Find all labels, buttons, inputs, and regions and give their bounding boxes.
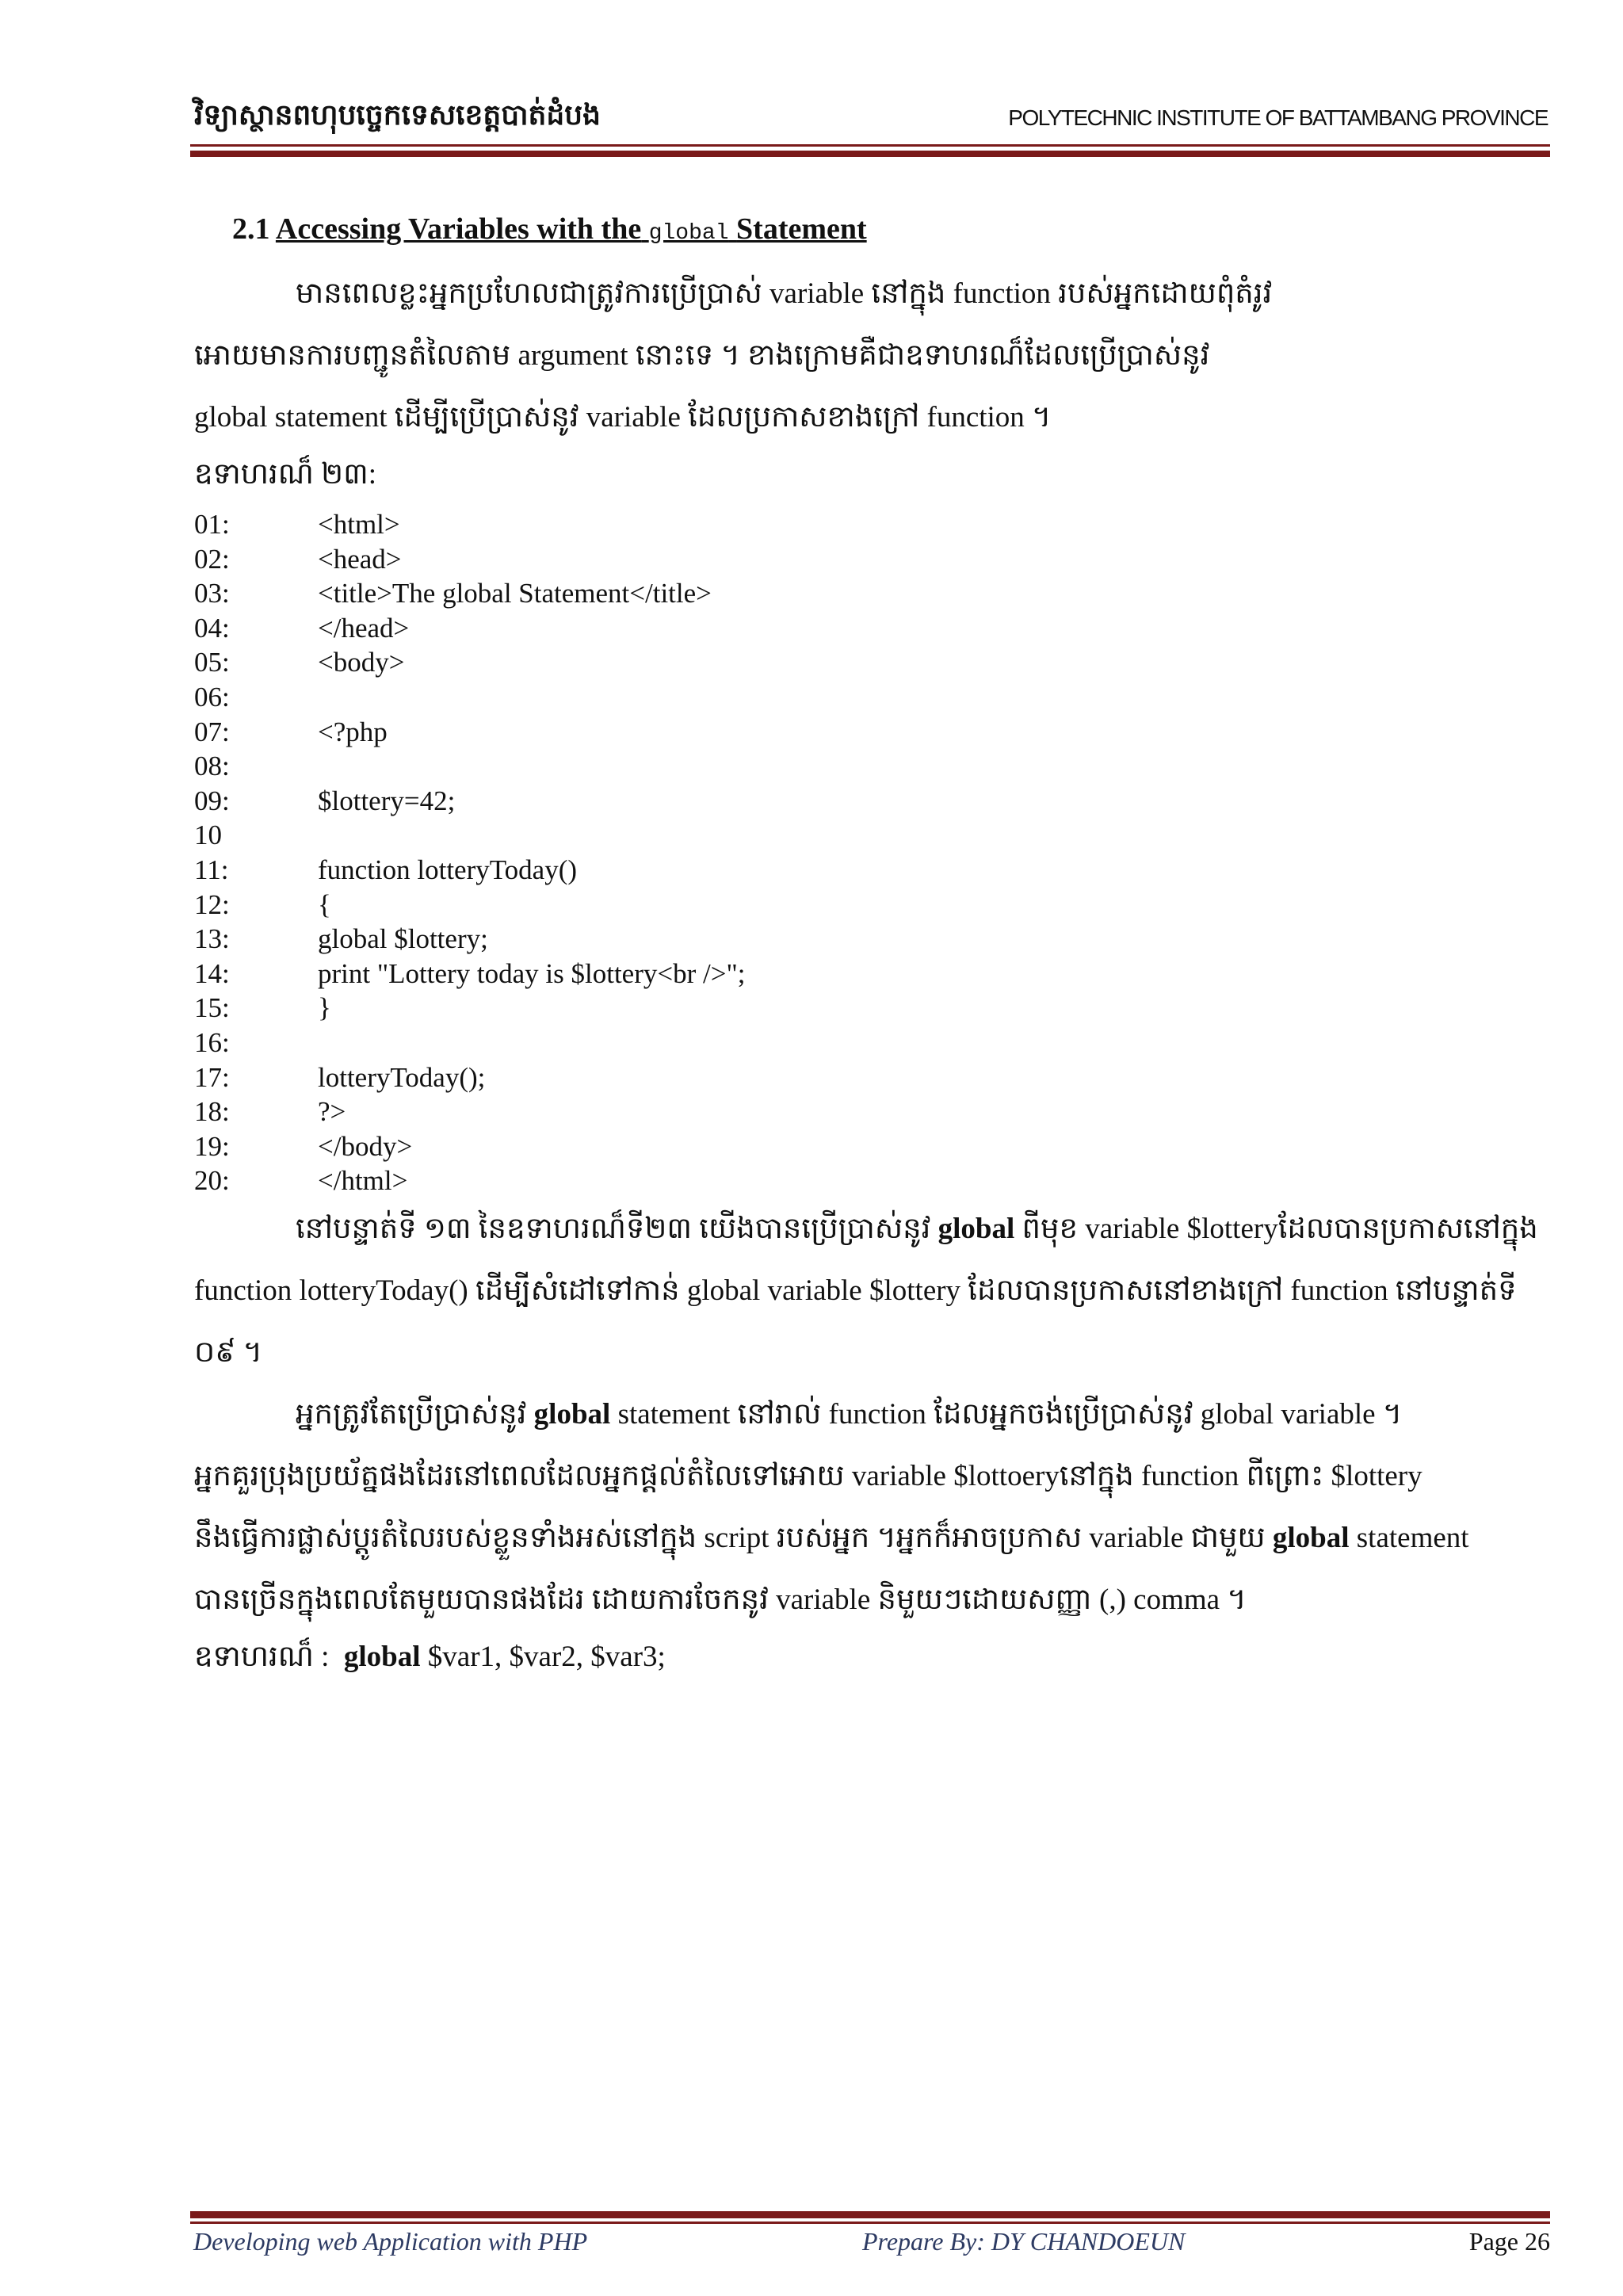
keyword-global: global xyxy=(343,1640,421,1673)
code-line xyxy=(194,1026,1551,1060)
code-line-text: </head> xyxy=(318,612,410,644)
code-line xyxy=(194,507,1551,542)
code-line-number: 20: xyxy=(194,1165,230,1197)
header-khmer-title: វិទ្យាស្ថានពហុបច្ចេកទេសខេត្តបាត់ដំបង xyxy=(194,99,601,132)
paragraph-explanation xyxy=(194,1198,1551,1384)
paragraph-line: នឹងធ្វើការផ្លាស់ប្តូរតំលៃរបស់ខ្លួនទាំងអស់នៅក្នុង script របស់អ្នក ។អ្នកក៏អាចប្រកាស variable ជាមួយ global statement xyxy=(194,1521,1469,1554)
code-line xyxy=(194,853,1551,888)
paragraph-line: អ្នកគួរប្រុងប្រយ័ត្នផងដែរនៅពេលដែលអ្នកផ្តល់តំលៃទៅអោយ variable $lottoeryនៅក្នុង function ពីព្រោះ $lottery xyxy=(194,1459,1423,1492)
code-line xyxy=(194,576,1551,611)
code-line-text: </html> xyxy=(318,1165,408,1197)
code-line-number: 10 xyxy=(194,819,222,851)
code-line-text: print "Lottery today is $lottery<br />"; xyxy=(318,957,746,989)
code-line xyxy=(194,991,1551,1026)
code-line-number: 04: xyxy=(194,612,230,644)
code-line-number: 03: xyxy=(194,578,230,609)
code-line xyxy=(194,784,1551,819)
code-line xyxy=(194,749,1551,784)
code-line xyxy=(194,611,1551,646)
code-line-text: <body> xyxy=(318,647,405,678)
example-code: $var1, $var2, $var3; xyxy=(427,1640,666,1673)
paragraph-line: មានពេលខ្លះអ្នកប្រហែលជាត្រូវការប្រើប្រាស់ variable នៅក្នុង function របស់អ្នកដោយពុំតំរូវ xyxy=(296,277,1273,310)
footer-divider xyxy=(190,2222,1550,2224)
code-line-text: </body> xyxy=(318,1130,413,1162)
example-label: ឧទាហរណ៏ ២៣: xyxy=(194,458,377,491)
footer-author: Prepare By: DY CHANDOEUN xyxy=(862,2227,1186,2256)
code-line-number: 12: xyxy=(194,888,230,920)
code-line xyxy=(194,1163,1551,1198)
paragraph-notes xyxy=(194,1384,1551,1631)
paragraph-line: អោយមានការបញ្ជូនតំលៃតាម argument នោះទេ ។ ខាងក្រោមគឺជាឧទាហរណ៏ដែលប្រើប្រាស់នូវ xyxy=(194,339,1210,372)
header-divider xyxy=(190,144,1550,147)
code-line-number: 02: xyxy=(194,543,230,575)
code-line-text: function lotteryToday() xyxy=(318,854,578,885)
code-line-number: 06: xyxy=(194,681,230,712)
code-line-text: <title>The global Statement</title> xyxy=(318,578,712,609)
footer-page-number: Page 26 xyxy=(1468,2227,1550,2256)
code-line-number: 14: xyxy=(194,957,230,989)
code-line-number: 05: xyxy=(194,647,230,678)
code-line-number: 15: xyxy=(194,992,230,1024)
code-line-number: 17: xyxy=(194,1061,230,1093)
section-heading xyxy=(232,208,1551,255)
code-line xyxy=(194,1060,1551,1095)
code-line-text: $lottery=42; xyxy=(318,785,456,816)
page-content xyxy=(194,208,1551,1683)
code-line-text: { xyxy=(318,888,331,920)
code-line-text: } xyxy=(318,992,331,1024)
code-line xyxy=(194,1129,1551,1164)
code-listing xyxy=(194,507,1551,1198)
paragraph-line: អ្នកត្រូវតែប្រើប្រាស់នូវ global statement នៅរាល់ function ដែលអ្នកចង់ប្រើប្រាស់នូវ global variable ។ xyxy=(296,1397,1403,1431)
header-divider-thick xyxy=(190,151,1550,157)
code-line xyxy=(194,645,1551,680)
header-english-title: POLYTECHNIC INSTITUTE OF BATTAMBANG PROVINCE xyxy=(1008,105,1548,130)
paragraph-line: global statement ដើម្បីប្រើប្រាស់នូវ variable ដែលប្រកាសខាងក្រៅ function ។ xyxy=(194,401,1052,434)
paragraph-line: នៅបន្ទាត់ទី ១៣ នៃឧទាហរណ៏ទី២៣ យើងបានប្រើប្រាស់នូវ global ពីមុខ variable $lotteryដែលបានប្រកាសនៅក្នុង xyxy=(296,1212,1538,1245)
code-line-text: <html> xyxy=(318,509,400,540)
code-line-text: <?php xyxy=(318,716,388,747)
section-title: Accessing Variables with the global Statement xyxy=(275,212,867,246)
code-line-number: 18: xyxy=(194,1096,230,1128)
code-line-text: lotteryToday(); xyxy=(318,1061,486,1093)
code-line xyxy=(194,818,1551,853)
code-line-text: <head> xyxy=(318,543,402,575)
code-line-number: 07: xyxy=(194,716,230,747)
footer-divider-thick xyxy=(190,2211,1550,2218)
code-line xyxy=(194,922,1551,957)
footer-course-title: Developing web Application with PHP xyxy=(193,2227,588,2256)
code-line xyxy=(194,957,1551,991)
paragraph-line: ០៩ ។ xyxy=(194,1335,263,1369)
code-line-number: 01: xyxy=(194,509,230,540)
code-line-number: 13: xyxy=(194,923,230,955)
code-line xyxy=(194,715,1551,750)
example-global-declaration xyxy=(194,1631,1551,1683)
paragraph-line: function lotteryToday() ដើម្បីសំដៅទៅកាន់ global variable $lottery ដែលបានប្រកាសនៅខាងក្រៅ function នៅបន្ទាត់ទី xyxy=(194,1274,1517,1307)
code-line-number: 08: xyxy=(194,751,230,782)
code-line xyxy=(194,1095,1551,1129)
code-line-text: global $lottery; xyxy=(318,923,488,955)
code-line xyxy=(194,888,1551,923)
code-line-number: 11: xyxy=(194,854,229,885)
paragraph-intro xyxy=(194,263,1551,449)
example-label: ឧទាហរណ៏ : xyxy=(194,1640,330,1673)
code-line xyxy=(194,680,1551,715)
code-line-number: 16: xyxy=(194,1026,230,1058)
code-line-text: ?> xyxy=(318,1096,346,1128)
section-number: 2.1 xyxy=(232,212,270,246)
code-line-number: 19: xyxy=(194,1130,230,1162)
code-line-number: 09: xyxy=(194,785,230,816)
code-line xyxy=(194,542,1551,577)
paragraph-line: បានច្រើនក្នុងពេលតែមួយបានផងដែរ ដោយការចែកនូវ variable និមួយៗដោយសញ្ញា (,) comma ។ xyxy=(194,1583,1247,1616)
